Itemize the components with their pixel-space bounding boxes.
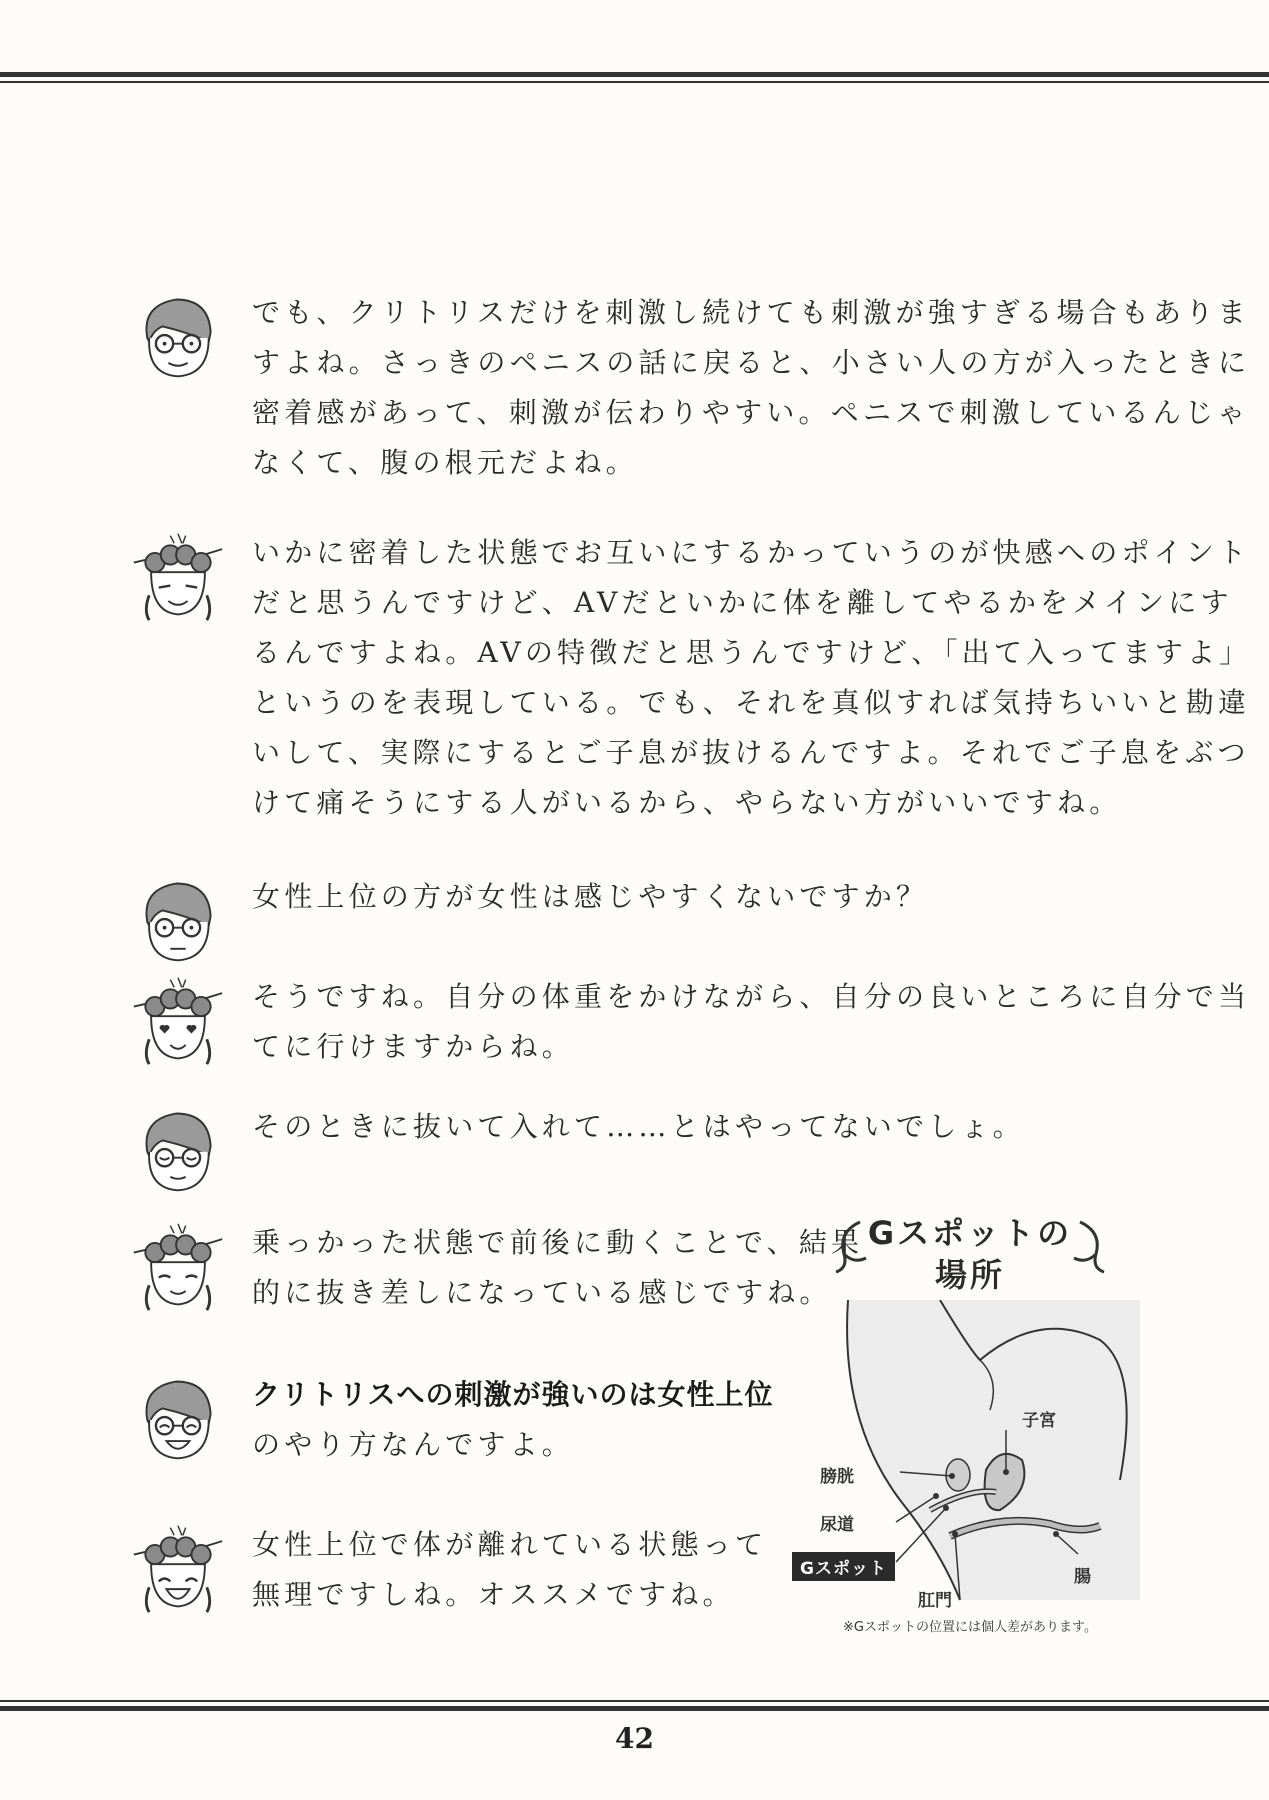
woman-avatar-icon — [130, 528, 226, 624]
dialog-line: けて痛そうにする人がいるから、やらない方がいいですね。 — [252, 786, 1122, 819]
man-avatar-icon — [130, 1102, 226, 1198]
label-uterus: 子宮 — [1022, 1411, 1056, 1431]
dialog-text — [252, 528, 1251, 828]
label-bladder: 膀胱 — [820, 1467, 854, 1487]
dialog-text — [252, 1520, 767, 1620]
dialog-text — [252, 1102, 1025, 1152]
label-intestine: 腸 — [1074, 1567, 1091, 1587]
dialog-text — [252, 972, 1250, 1072]
dialog-line: 密着感があって、刺激が伝わりやすい。ペニスで刺激しているんじゃ — [252, 396, 1250, 429]
label-anus: 肛門 — [918, 1591, 952, 1611]
woman-avatar-icon — [130, 972, 226, 1068]
dialog-line: そのときに抜いて入れて……とはやってないでしょ。 — [252, 1110, 1025, 1143]
dialog-text — [252, 288, 1250, 488]
dialog-text — [252, 1218, 863, 1318]
dialog-line: 女性上位で体が離れている状態って — [252, 1528, 768, 1561]
page-number: 42 — [615, 1722, 654, 1755]
man-avatar-icon — [130, 288, 226, 384]
dialog-line: いして、実際にするとご子息が抜けるんですよ。それでご子息をぶつ — [252, 736, 1250, 769]
man-avatar-icon — [130, 1370, 226, 1466]
dialog-line: そうですね。自分の体重をかけながら、自分の良いところに自分で当 — [252, 980, 1251, 1013]
dialog-line: でも、クリトリスだけを刺激し続けても刺激が強すぎる場合もありま — [252, 296, 1250, 329]
woman-avatar-icon — [130, 1218, 226, 1314]
dialog-line: 的に抜き差しになっている感じですね。 — [252, 1276, 832, 1309]
dialog-line: すよね。さっきのペニスの話に戻ると、小さい人の方が入ったときに — [252, 346, 1251, 379]
label-gspot: Gスポット — [792, 1552, 895, 1581]
dialog-line: というのを表現している。でも、それを真似すれば気持ちいいと勘違 — [252, 686, 1251, 719]
man-avatar-icon — [130, 872, 226, 968]
dialog-line: 女性上位の方が女性は感じやすくないですか？ — [252, 880, 929, 913]
dialog-line: るんですよね。AVの特徴だと思うんですけど、「出て入ってますよ」 — [252, 636, 1252, 669]
dialog-line: いかに密着した状態でお互いにするかっていうのが快感へのポイント — [252, 536, 1251, 569]
gspot-diagram — [800, 1200, 1140, 1640]
dialog-line: なくて、腹の根元だよね。 — [252, 446, 638, 479]
dialog-text — [252, 872, 928, 922]
dialog-line: てに行けますからね。 — [252, 1030, 575, 1063]
dialog-line: のやり方なんですよ。 — [252, 1428, 575, 1461]
dialog-line: 無理ですしね。オススメですね。 — [252, 1578, 735, 1611]
emphasis-text: クリトリスへの刺激が強いのは女性上位 — [252, 1378, 774, 1411]
dialog-text — [252, 1370, 773, 1470]
diagram-title: 場所 — [934, 1256, 1005, 1294]
dialog-line: 乗っかった状態で前後に動くことで、結果 — [252, 1226, 864, 1259]
woman-avatar-icon — [130, 1520, 226, 1616]
diagram-title: Gスポットの — [867, 1214, 1073, 1252]
top-border-rule — [0, 72, 1269, 83]
bottom-border-rule — [0, 1700, 1269, 1711]
label-urethra: 尿道 — [820, 1515, 854, 1535]
diagram-note: ※Gスポットの位置には個人差があります。 — [843, 1620, 1097, 1635]
dialog-line: だと思うんですけど、AVだといかに体を離してやるかをメインにす — [252, 586, 1233, 619]
